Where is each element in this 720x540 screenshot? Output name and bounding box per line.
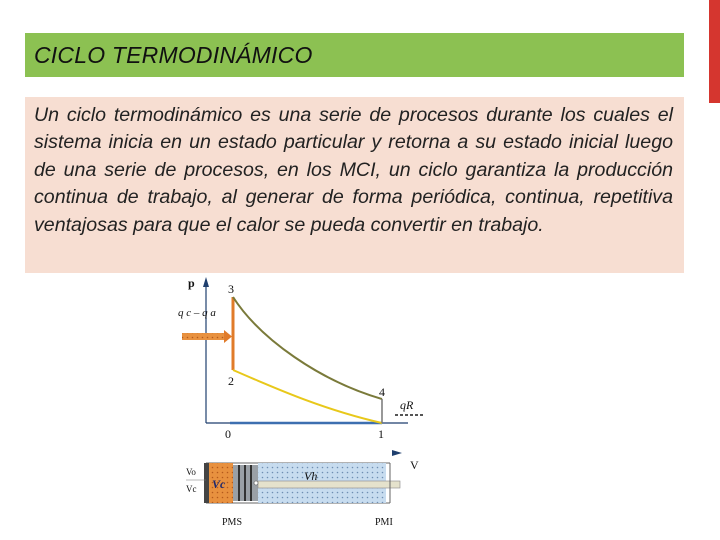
point-0-label: 0 bbox=[225, 427, 231, 441]
point-2-label: 2 bbox=[228, 374, 234, 388]
pms-label: PMS bbox=[222, 517, 243, 528]
point-1-label: 1 bbox=[378, 427, 384, 441]
vo-label: Vo bbox=[186, 467, 196, 477]
v-axis-label: V bbox=[410, 458, 419, 472]
point-4-label: 4 bbox=[379, 385, 385, 399]
pv-cycle-diagram bbox=[170, 275, 440, 535]
heat-in-arrow-head-icon bbox=[224, 330, 232, 343]
cylinder-head bbox=[204, 463, 209, 503]
body-box bbox=[25, 97, 684, 273]
expansion-curve-3-4 bbox=[233, 297, 382, 399]
p-axis-label: p bbox=[188, 276, 195, 290]
accent-bar bbox=[709, 0, 720, 103]
vc-label: Vc bbox=[186, 484, 197, 494]
title-bar bbox=[25, 33, 684, 77]
v-axis-arrow-icon bbox=[392, 450, 402, 456]
slide-title: CICLO TERMODINÁMICO bbox=[34, 41, 313, 68]
heat-in-label: q c – q a bbox=[178, 307, 216, 319]
compression-curve-1-2 bbox=[233, 370, 382, 423]
piston-rod bbox=[258, 481, 400, 488]
pmi-label: PMI bbox=[375, 517, 393, 528]
cylinder-schematic bbox=[204, 463, 400, 503]
heat-out-label: qR bbox=[400, 398, 414, 412]
vh-label: Vh bbox=[304, 469, 318, 483]
p-axis-arrow-icon bbox=[203, 277, 209, 287]
point-3-label: 3 bbox=[228, 282, 234, 296]
body-paragraph: Un ciclo termodinámico es una serie de procesos durante los cuales el sistema inicia en un estado particular y retorna a su estado inicial luego de una serie de procesos, en los MCI, un ciclo garantiza la producción continua de trabajo, al generar de forma periódica, continua, repetitiva ventajosas para que el calor se pueda convertir en trabajo. bbox=[34, 104, 673, 236]
vc-chamber-label: Vc bbox=[212, 477, 226, 491]
heat-in-arrow bbox=[182, 333, 224, 340]
